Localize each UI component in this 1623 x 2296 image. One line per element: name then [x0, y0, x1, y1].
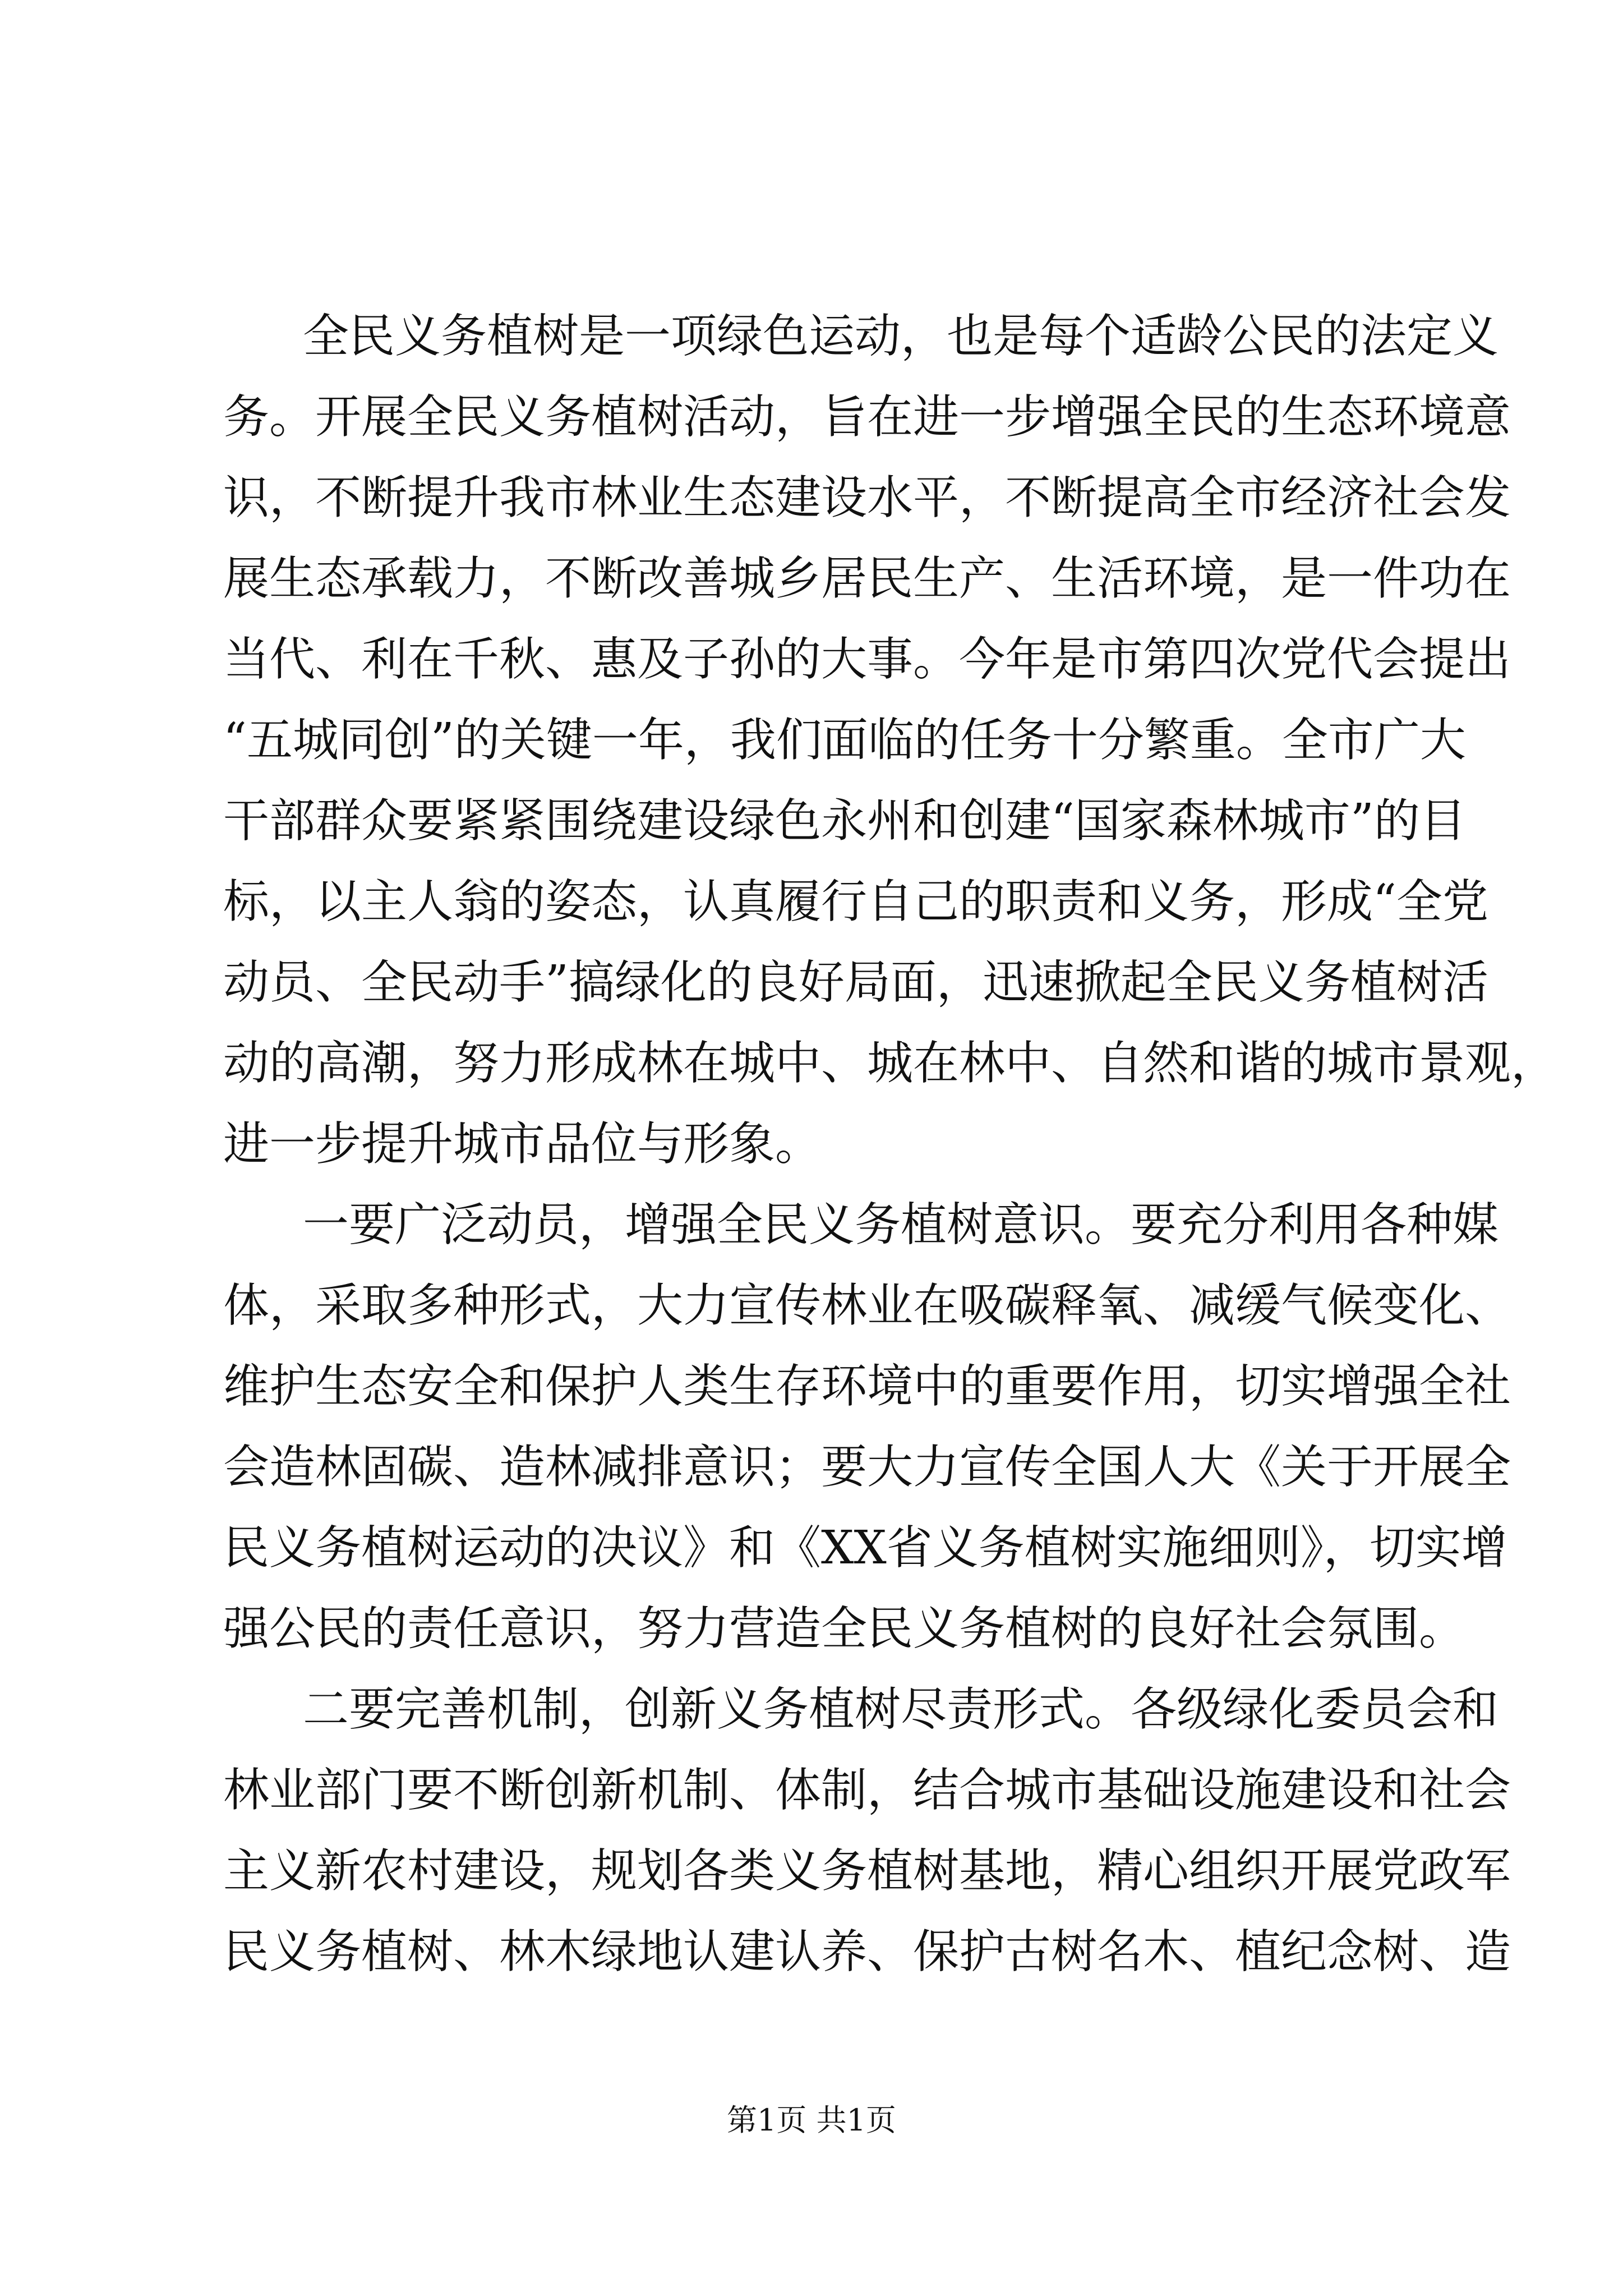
paragraph-1-line-7: 干部群众要紧紧围绕建设绿色永州和创建“国家森林城市”的目: [223, 794, 1466, 848]
paragraph-3-line-1: 二要完善机制，创新义务植树尽责形式。各级绿化委员会和: [303, 1683, 1499, 1736]
paragraph-2-line-4: 会造林固碳、造林减排意识；要大力宣传全国人大《关于开展全: [223, 1441, 1511, 1494]
paragraph-1-line-4: 展生态承载力，不断改善城乡居民生产、生活环境，是一件功在: [223, 552, 1511, 605]
paragraph-3-line-4: 民义务植树、林木绿地认建认养、保护古树名木、植纪念树、造: [223, 1925, 1511, 1978]
paragraph-1-line-11: 进一步提升城市品位与形象。: [223, 1117, 822, 1171]
paragraph-2-line-2: 体，采取多种形式，大力宣传林业在吸碳释氧、减缓气候变化、: [223, 1279, 1511, 1332]
paragraph-1-line-5: 当代、利在千秋、惠及子孙的大事。今年是市第四次党代会提出: [223, 633, 1511, 686]
page-footer: 第1页 共1页: [727, 2102, 896, 2138]
paragraph-3-line-2: 林业部门要不断创新机制、体制，结合城市基础设施建设和社会: [223, 1764, 1511, 1817]
paragraph-1-line-2: 务。开展全民义务植树活动，旨在进一步增强全民的生态环境意: [223, 390, 1511, 444]
paragraph-1-line-10: 动的高潮，努力形成林在城中、城在林中、自然和谐的城市景观，: [223, 1037, 1557, 1090]
paragraph-1-line-6: “五城同创”的关键一年，我们面临的任务十分繁重。全市广大: [223, 714, 1466, 767]
paragraph-2-line-6: 强公民的责任意识，努力营造全民义务植树的良好社会氛围。: [223, 1602, 1465, 1655]
paragraph-1-line-9: 动员、全民动手”搞绿化的良好局面，迅速掀起全民义务植树活: [223, 956, 1488, 1009]
paragraph-2-line-5: 民义务植树运动的决议》和《XX省义务植树实施细则》，切实增: [223, 1521, 1507, 1575]
paragraph-3-line-3: 主义新农村建设，规划各类义务植树基地，精心组织开展党政军: [223, 1844, 1511, 1898]
paragraph-1-line-1: 全民义务植树是一项绿色运动，也是每个适龄公民的法定义: [303, 310, 1499, 363]
paragraph-1-line-8: 标，以主人翁的姿态，认真履行自己的职责和义务，形成“全党: [223, 875, 1488, 928]
paragraph-1-line-3: 识，不断提升我市林业生态建设水平，不断提高全市经济社会发: [223, 471, 1511, 524]
paragraph-2-line-1: 一要广泛动员，增强全民义务植树意识。要充分利用各种媒: [303, 1198, 1499, 1251]
paragraph-2-line-3: 维护生态安全和保护人类生存环境中的重要作用，切实增强全社: [223, 1360, 1511, 1413]
